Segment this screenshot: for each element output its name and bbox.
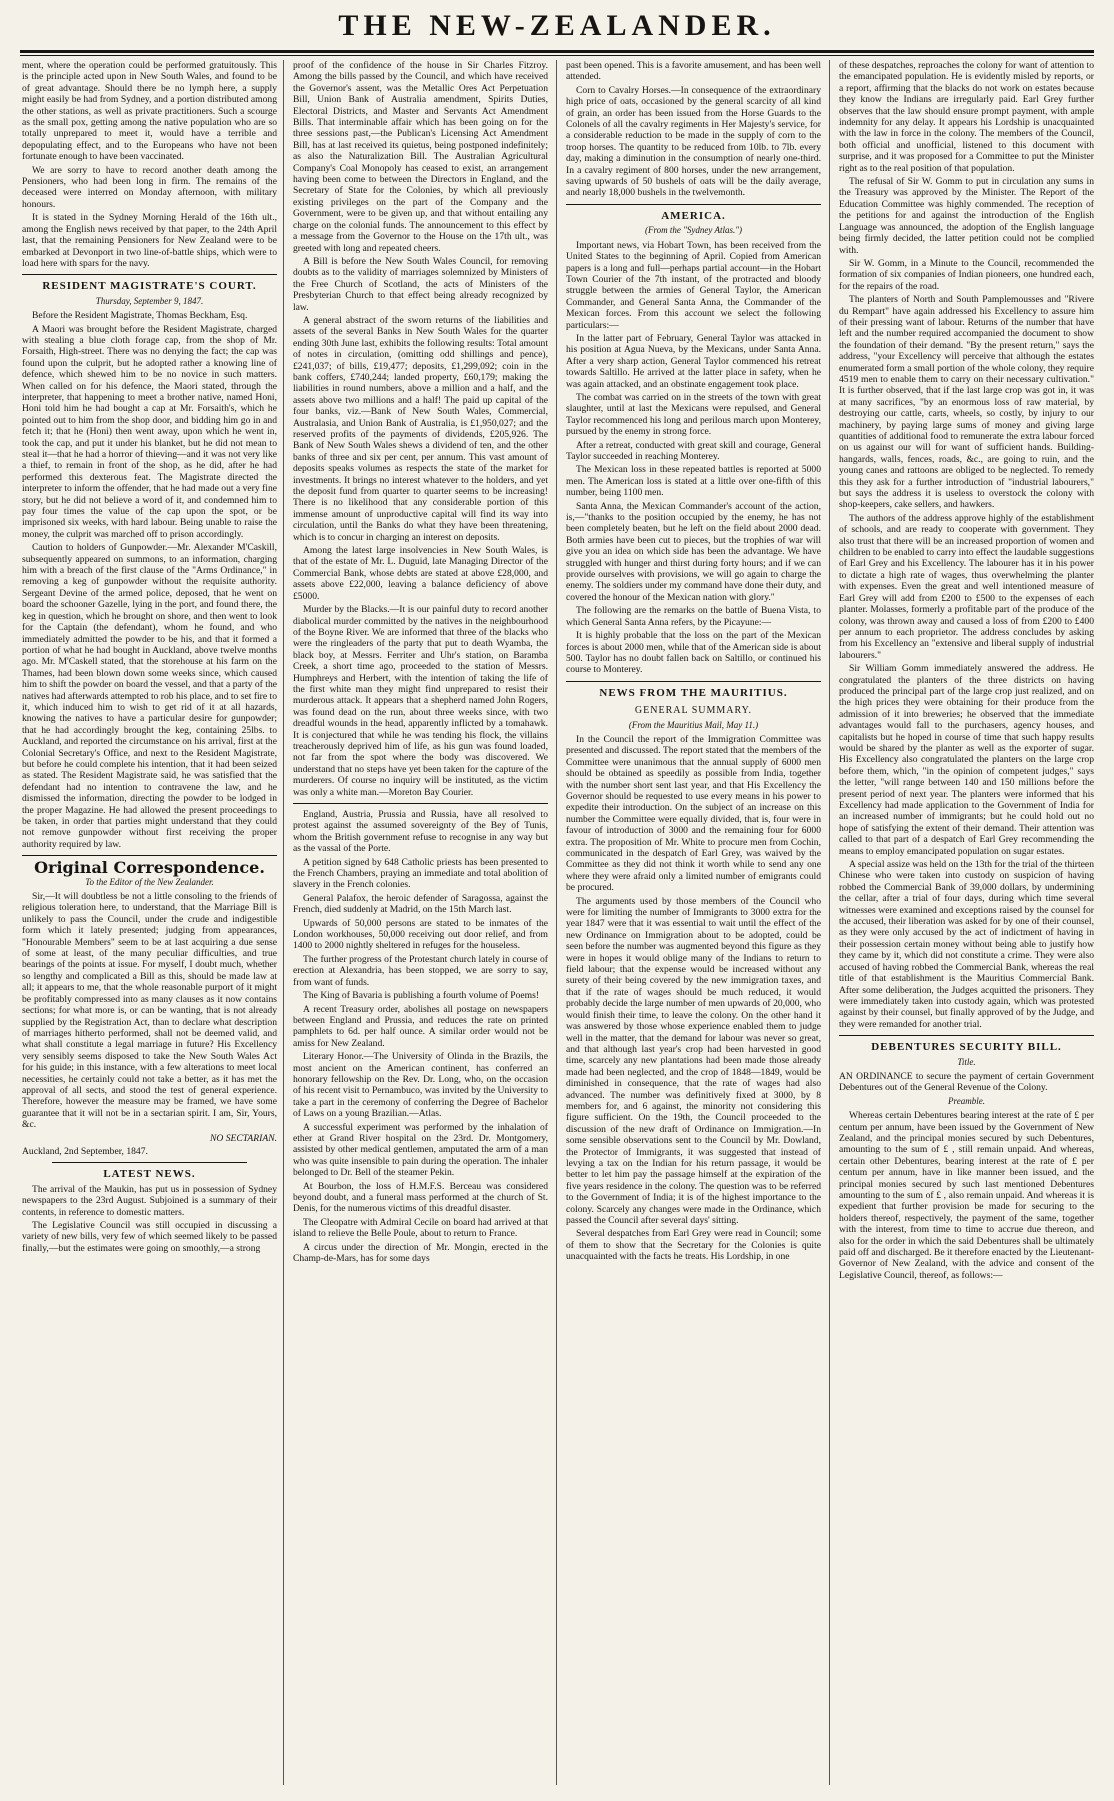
section-heading: RESIDENT MAGISTRATE'S COURT.	[42, 280, 257, 293]
paragraph: The following are the remarks on the battle of Buena Vista, to which General Santa Anna refers, by the Picayune:—	[566, 605, 821, 628]
section-heading: Original Correspondence.	[34, 858, 265, 878]
letter-signature: NO SECTARIAN.	[210, 1132, 277, 1144]
paragraph: A special assize was held on the 13th for the trial of the thirteen Chinese who were taken into custody on suspicion of having robbed the Commercial Bank of 39,000 dollars, by undermining the cellar, after a trial of four days, during which time several witnesses were examined and exceptions raised by the counsel for the accused, their liberation was asked for by one of their counsel, as they were only accused by the act of indictment of having in their possession certain money without being able to justify how they came by it, which did not constitute a crime. They were also accused of having robbed the Commercial Bank, whereas the real title of that establishment is the Mauritius Commercial Bank. After some deliberation, the Judges acquitted the prisoners. They were immediately taken into custody again, which was protested against by their counsel, but finally approved of by the Judge, and they were remanded for another trial.	[839, 859, 1094, 1030]
paragraph: A Bill is before the New South Wales Council, for removing doubts as to the validity of marriages solemnized by Ministers of the Free Church of Scotland, the acts of Ministers of the Presbyterian Church to that effect being already recognized by law.	[293, 255, 548, 313]
paragraph: The combat was carried on in the streets of the town with great slaughter, until at last the Mexicans were repulsed, and General Taylor recommenced his long and perilous march upon Monterey, pursued by the enemy in strong force.	[566, 391, 821, 438]
paragraph: past been opened. This is a favorite amusement, and has been well attended.	[566, 60, 821, 83]
paragraph: Before the Resident Magistrate, Thomas Beckham, Esq.	[32, 310, 248, 322]
section-heading: NEWS FROM THE MAURITIUS.	[599, 686, 788, 699]
paragraph: The authors of the address approve highly of the establishment of schools, and are ready to cooperate with government. They also trust that there will be an increased proportion of women and children to be enabled to carry into effect the laudable suggestions of Earl Grey and his Excellency. The labourer has it in his power to dictate a high rate of wages, thus overwhelming the planter with expenses. Even the great and well intentioned measure of Earl Grey will add from £200 to £500 to the expenses of each planter. Molasses, formerly a profitable part of the produce of the colony, was thrown away and caused a loss of from £200 to £400 per annum to each proprietor. The address concludes by asking from his Excellency an "extensive and liberal supply of industrial labourers."	[839, 512, 1094, 661]
paragraph: General Palafox, the heroic defender of Saragossa, against the French, died suddenly at Madrid, on the 15th March last.	[293, 892, 548, 916]
section-rule	[22, 855, 277, 856]
column-1	[22, 60, 277, 1790]
paragraph: A Maori was brought before the Resident Magistrate, charged with stealing a blue cloth forage cap, from the shop of Mr. Forsaith, High-street. There was no denying the fact; the cap was found upon the culprit, but he adopted rather a knowing line of defence, which shewed him to be no novice in such matters. When called on for his defence, the Maori stated, through the interpreter, that happening to meet a brother native, named Honi, Honi told him he had bought a cap at Mr. Forsaith's, which he pointed out to him from the shop door, and bidding him go in and fetch it; that he (Honi) then went away, upon which he went in, took the cap, and put it under his blanket, but he did not mean to steal it—that he had a horror of thieving—and it was not very like a thief, to remain in front of the shop, as he did, after he had performed this dexterous feat. The Magistrate directed the interpreter to inform the offender, that he had made out a very fine story, but he did not believe a word of it, and condemned him to pay four times the value of the cap upon the spot, or be imprisoned six weeks, with hard labour. Being unable to raise the money, the culprit was marched off to prison accordingly.	[22, 323, 277, 540]
paragraph: The refusal of Sir W. Gomm to put in circulation any sums in the Treasury was approved by the Minister. The Report of the Education Committee was highly commended. The reception of the petitions for and against the introduction of the English Language was announced, the adoption of the English language being firmly decided, the latter petition could not be complied with.	[839, 176, 1094, 256]
section-rule	[839, 1035, 1094, 1036]
paragraph: A recent Treasury order, abolishes all postage on newspapers between England and Prussia, and reduces the rate on printed pamphlets to 6d. per half ounce. A similar order would not be amiss for New Zealand.	[293, 1003, 548, 1049]
section-heading: LATEST NEWS.	[103, 1168, 196, 1181]
paragraph: It is highly probable that the loss on the part of the Mexican forces is about 2000 men, while that of the American side is about 500. Taylor has no doubt fallen back on Saltillo, or continued his course to Monterey.	[566, 630, 821, 676]
paragraph: Important news, via Hobart Town, has been received from the United States to the beginning of April. Copied from American papers is a long and full—perhaps partial account—in the Hobart Town Courier of the 7th instant, of the protracted and bloody struggle between the armies of General Taylor, the American Commander, and General Santa Anna, the Commander of the Mexican forces. From this account we select the following particulars:—	[566, 239, 821, 331]
paragraph: proof of the confidence of the house in Sir Charles Fitzroy. Among the bills passed by the Council, and which have received the Governor's assent, was the Metallic Ores Act Perpetuation Bill, Union Bank of Australia amendment, Spirits Duties, Electoral Districts, and Master and Servants Act Amendment Bills. That interminable affair which has been going on for the three sessions past,—the Publican's Licensing Act Amendment Bill, has at last received its quietus, being postponed indefinitely; as also the Naturalization Bill. The Australian Agricultural Company's Coal Monopoly has ceased to exist, an arrangement having been come to between the Directors in England, and the Secretary of State for the Colonies, by which all previously existing privileges on the part of the Company and the Government, were to be given up, and that without entailing any charge on the colonial funds. The announcement to this effect by a message from the Governor to the House on the 17th ult., was greeted with long and repeated cheers.	[293, 60, 548, 254]
section-source: (From the Mauritius Mail, May 11.)	[628, 719, 759, 730]
column-divider	[556, 60, 557, 1785]
section-rule	[52, 1162, 247, 1163]
masthead	[20, 6, 1094, 50]
section-rule	[566, 681, 821, 682]
column-divider	[283, 60, 284, 1785]
paragraph: Among the latest large insolvencies in New South Wales, is that of the estate of Mr. L. Duguid, late Managing Director of the Commercial Bank, whose debts are stated at above £28,000, and assets above £22,000, leaving a balance deficiency of above £5000.	[293, 545, 548, 602]
paragraph: Sir W. Gomm, in a Minute to the Council, recommended the formation of six companies of Indian pioneers, one hundred each, for the repairs of the road.	[839, 257, 1094, 292]
paragraph: Upwards of 50,000 persons are stated to be inmates of the London workhouses, 50,000 receiving out door relief, and from 1400 to 2000 nightly sheltered in refuges for the houseless.	[293, 917, 548, 952]
paragraph: A general abstract of the sworn returns of the liabilities and assets of the several Banks in New South Wales for the quarter ending 30th June last, exhibits the following results: Total amount of notes in circulation, (omitting odd shillings and pence), £241,037; of bills, £19,477; deposits, £1,299,092; coin in the bank coffers, £740,244; landed property, £60,179; making the liabilities in round numbers, above a million and a half, and the assets above two millions and a half! The paid up capital of the four banks, viz.—Bank of New South Wales, Commercial, Australasia, and Union Bank of Australia, is £1,950,027; and the reserved profits of the payments of dividends, £205,926. The Bank of New South Wales shews a dividend of ten, and the other banks of three and six per cent, per annum. This vast amount of deposits speaks volumes as respects the state of the market for investments. It brings no interest whatever to the holders, and yet the deposit fund from quarter to quarter seems to be increasing! There is no likelihood that any considerable portion of this immense amount of unproductive capital will find its way into circulation, until the Banks do what they have been threatening, which is to concur in charging an interest on deposits.	[293, 314, 548, 543]
paragraph: In the Council the report of the Immigration Committee was presented and discussed. The report stated that the members of the Committee were unanimous that the annual supply of 6000 men should be obtained as speedily as possible from India, together with the number short sent last year, and that His Excellency the Governor should be requested to use every means in his power to expedite their introduction. On the subject of an increase on this number the Committee were equally divided, that is, four were in favour of introduction of 3000 and the remaining four for 6000 extra. The proposition of Mr. White to procure men from Cochin, communicated in the despatch of Earl Grey, was waived by the Committee as they did not think it worth while to send any one where they were afraid only a limited number of emigrants could be procured.	[566, 733, 821, 894]
section-subheading: Title.	[957, 1056, 976, 1067]
column-2	[293, 60, 548, 1790]
paragraph: Sir William Gomm immediately answered the address. He congratulated the planters of the three districts on having produced the principal part of the large crop just realized, and on the high prices they were obtaining for their produce from the admission of it into breweries; he observed that the immediate advantages would fall to the purchasers, agency houses, and capitalists but he hoped in course of time that such happy results would be shared by the planter as well as the exporter of sugar. His Excellency also congratulated the planters on the large crop before them, which, "in the opinion of competent judges," says the letter, "will range between 140 and 150 millions before the present period of next year. The planters were informed that his Excellency had made application to the Government of India for an increased number of immigrants; but he could hold out no hope of satisfying the extent of their demand. Their attention was called to that part of a despatch of Earl Grey recommending the means to employ emancipated population on sugar estates.	[839, 663, 1094, 857]
column-4	[839, 60, 1094, 1790]
letter-dateline: Auckland, 2nd September, 1847.	[22, 1145, 148, 1157]
section-dateline: Thursday, September 9, 1847.	[95, 295, 204, 306]
paragraph: The Legislative Council was still occupied in discussing a variety of new bills, very few of which seemed likely to be passed finally,—but the estimates were going on smoothly,—a strong	[22, 1220, 277, 1254]
paragraph: The King of Bavaria is publishing a fourth volume of Poems!	[303, 990, 540, 1002]
paragraph: After a retreat, conducted with great skill and courage, General Taylor succeeded in reaching Monterey.	[566, 439, 821, 462]
section-rule	[293, 803, 548, 804]
paragraph: England, Austria, Prussia and Russia, have all resolved to protest against the assumed sovereignty of the Bey of Tunis, whom the British government refuse to recognise in any way but as the vassal of the Porte.	[293, 809, 548, 855]
section-subheading: GENERAL SUMMARY.	[634, 705, 753, 717]
masthead-rule-thin	[20, 55, 1094, 56]
paragraph: Literary Honor.—The University of Olinda in the Brazils, the most ancient on the American continent, has conferred an honorary fellowship on the Rev. Dr. Long, who, on the occasion of his recent visit to Pernambuco, was invited by the University to take a part in the ceremony of conferring the Degree of Bachelor of Laws on a young Brazilian.—Atlas.	[293, 1051, 548, 1120]
paragraph: A successful experiment was performed by the inhalation of ether at Grand River hospital on the 23rd. Dr. Montgomery, assisted by other medical gentlemen, amputated the arm of a man who was quite insensible to pain during the operation. The inhaler belonged to Dr. Bell of the steamer Pekin.	[293, 1121, 548, 1179]
paragraph: Santa Anna, the Mexican Commander's account of the action, is,—"thanks to the position occupied by the enemy, he has not been completely beaten, but he left on the field about 2000 dead. Both armies have been cut to pieces, but the trophies of war will give you an idea on which side has been the advantage. We have struggled with hunger and thirst during forty hours; and if we can provide ourselves with provisions, we will go again to charge the enemy. The soldiers under my command have done their duty, and covered the honour of the Mexican nation with glory."	[566, 500, 821, 603]
column-3	[566, 60, 821, 1790]
section-source: (From the "Sydney Atlas.")	[644, 225, 743, 236]
paragraph: Several despatches from Earl Grey were read in Council; some of them to show that the Secretary for the Colonies is quite unacquainted with the facts he treats. His Lordship, in one	[566, 1228, 821, 1263]
masthead-rule	[20, 50, 1094, 53]
paragraph: AN ORDINANCE to secure the payment of certain Government Debentures out of the General Revenue of the Colony.	[839, 1070, 1094, 1094]
paragraph: Murder by the Blacks.—It is our painful duty to record another diabolical murder committed by the natives in the neighbourhood of the Boyne River. We are informed that three of the blacks who were the ringleaders of the party that put to death Wyamba, the black boy, at Messrs. Ferriter and Uhr's station, on Baramba Creek, a short time ago, proceeded to the station of Messrs. Humphreys and Herbert, with the intention of taking the life of the first white man they might find unprepared to resist their murderous attack. It appears that a shepherd named John Rogers, was found dead on the run, about three weeks since, with two dreadful wounds in the head, apparently inflicted by a tomahawk. It is conjectured that while he was tending his flock, the villains treacherously deprived him of life, as his gun was found loaded, not far from the spot where the body was discovered. We understand that no steps have yet been taken for the capture of the murderers. Of course no inquiry will be instituted, as the victim was only a white man.—Moreton Bay Courier.	[293, 604, 548, 798]
paragraph: In the latter part of February, General Taylor was attacked in his position at Agua Nueva, by the Mexicans, under Santa Anna. After a very sharp action, General Taylor commenced his retreat towards Saltillo. He arrived at the latter place in safety, when he was again attacked, and an obstinate engagement took place.	[566, 332, 821, 390]
paragraph: The Mexican loss in these repeated battles is reported at 5000 men. The American loss is stated at a little over one-fifth of this number, being 1100 men.	[566, 464, 821, 499]
paragraph: The Cleopatre with Admiral Cecile on board had arrived at that island to relieve the Belle Poule, about to return to France.	[293, 1216, 548, 1240]
paragraph: At Bourbon, the loss of H.M.F.S. Berceau was considered beyond doubt, and a funeral mass performed at the church of St. Denis, for the numerous victims of this dreadful disaster.	[293, 1180, 548, 1215]
paragraph: The arguments used by those members of the Council who were for limiting the number of Immigrants to 3000 extra for the year 1847 were that it was essential to wait until the effect of the new Ordinance on Immigration about to be adopted, could be seen before the number was augmented beyond this figure as they were in hopes it would oblige many of the Indians to return to field labour; that the expense would be increased without any surety of their being covered by the new immigration taxes, and that if the rate of wages should be much reduced, it would probably decide the large number of men upwards of 20,000, who would finish their time, to leave the colony. On the other hand it was answered by those whose experience enabled them to judge well in the matter, that the demand for labour was never so great, and that although last year's crop had been harvested in good time, scarcely any new plantations had been made those already made had been neglected, and the crop of 1848—1849, would be diminished in consequence, that the rate of wages had also advanced. The number was definitively fixed at 3000, by 8 members for, and 6 against, the minority not considering this figure sufficient. On the 19th, the Council proceeded to the discussion of the new draft of Ordinance on Immigration.—In some sensible observations sent to the Council by Mr. Dowland, the Protector of Immigrants, it was suggested that instead of levying a tax on the Indian for his return passage, it would be better to let him pay the passage himself at the expiration of the five years residence in the colony. The question was to be referred to the Government of India; it is of the highest importance to the colony. Scarcely any changes were made in the Ordinance, which passed the Council after several days' sitting.	[566, 895, 821, 1226]
paragraph: We are sorry to have to record another death among the Pensioners, who had been long in firm. The remains of the deceased were interred on Monday afternoon, with military honours.	[22, 164, 277, 210]
newspaper-title: THE NEW-ZEALANDER.	[338, 9, 776, 42]
paragraph: It is stated in the Sydney Morning Herald of the 16th ult., among the English news received by that paper, to the 24th April last, that the remaining Pensioners for New Zealand were to be embarked at Devonport in two line-of-battle ships, which were to load here with spars for the navy.	[22, 212, 277, 269]
section-rule	[22, 274, 277, 275]
paragraph: Caution to holders of Gunpowder.—Mr. Alexander M'Caskill, subsequently appeared on summons, to an information, charging him with a breach of the first clause of the "Arms Ordinance," in removing a keg of gunpowder without the requisite authority. Sergeant Devine of the armed police, deposed, that he went on board the schooner Gazelle, lying in the port, and found there, the keg in question, which he brought on shore, and then went to look for the Captain (the defendant), whom he found, and who immediately admitted the powder to be his, and that it formed a portion of what he had bought in Auckland, above twelve months ago. Mr. M'Caskell stated, that the storehouse at his farm on the Thames, had been blown down some weeks since, which caused him to shift the powder on board the vessel, and that a party of the natives had afterwards attempted to rob his place, and to set fire to it, which induced him to wish to get rid of it at all hazards, knowing the natives to have a particular desire for gunpowder; that he had accordingly brought the keg, containing 25lbs. to Auckland, and reported the circumstance on his arrival, first at the Colonial Secretary's Office, and next to the Resident Magistrate, but before he could complete his intention, that it had been seized as stated. The Resident Magistrate said, he was satisfied that the defendant had no intention to contravene the law, and he dismissed the information, directing the powder to be lodged in the proper Magazine. He had allowed the present proceedings to be taken, in order that parties might understand that they could not remove gunpowder without first receiving the proper authority required by law.	[22, 542, 277, 850]
paragraph: A petition signed by 648 Catholic priests has been presented to the French Chambers, praying an immediate and total abolition of slavery in the French colonies.	[293, 856, 548, 891]
paragraph: The arrival of the Maukin, has put us in possession of Sydney newspapers to the 23rd August. Subjoined is a summary of their contents, in reference to domestic matters.	[22, 1183, 277, 1218]
paragraph: Sir,—It will doubtless be not a little consoling to the friends of religious toleration here, to understand, that the Marriage Bill is unlikely to pass the Council, under the crude and indigestible form which it lately presented; judging from appearances, "Honourable Members" seem to be at last acquiring a due sense of some at least, of the many peculiar difficulties, and true bearings of the points at issue. For myself, I doubt much, whether so lengthy and complicated a Bill as this, should be made law at all; it appears to me, that the whole reasonable purport of it might be profitably compressed into as many clauses as it now contains sections; for what more is, or can be wanting, that is not already supplied by the Registration Act, than to declare what description of marriages hitherto performed, shall not be deemed valid, and what shall constitute a legal marriage in future? His Excellency very sensibly seems disposed to take the New South Wales Act for his guide; in this instance, with a few alterations to meet local necessities, he certainly could not take a better, as it has met the approval of all sects, and stood the test of general experience. Therefore, however the measure may be framed, we have some guarantee that it will not be in a sectarian spirit. I am, Sir, Yours, &c.	[22, 891, 277, 1131]
paragraph: of these despatches, reproaches the colony for want of attention to the emancipated population. He is evidently misled by reports, or a report, affirming that the blacks do not work on estates because they know the Indians are irregularly paid. Earl Grey further observes that the law should ensure prompt payment, with ample indemnity for any delay. It appears his Lordship is unacquainted with the law in force in the colony. The members of the Council, both official and unofficial, listened to this document with surprise, and it was proposed for a Committee to put the Minister right as to the real position of that population.	[839, 60, 1094, 174]
paragraph: ment, where the operation could be performed gratuitously. This is the principle acted upon in New South Wales, and found to be of great advantage. Should there be no lymph here, a supply might easily be had from Sydney, and a portion distributed among the other stations, as well as private practitioners. Such a scourge as the small pox, getting among the native population who are so totally unprepared to meet it, would have a terrible and depopulating effect, and to the Europeans who have not been fortunate enough to have been vaccinated.	[22, 60, 277, 163]
paragraph: The planters of North and South Pamplemousses and "Rivere du Rempart" have again addressed his Excellency to assure him of their pressing want of labour. Returns of the number that have left and the number required accompanied the document to show the foundation of their demand. "By the present return," says the address, "your Excellency will perceive that although the estates enumerated form a small portion of the whole colony, they require 4519 men to enable them to carry on their necessary cultivation." It is further observed, that if the last large crop was got in, it was at many sacrifices, "by an enormous loss of raw material, by destroying our cattle, carts, wheels, so costly, by injury to our machinery, by paying large sums of money and giving large quantities of additional food to remunerate the extra labour forced on us against our will for want of sufficient hands. Building-hangards, walls, fences, roads, &c., are going to ruin, and the young canes and rattoons are obliged to be neglected. To remedy this they ask for a further introduction of "industrial labourers," but says the address it is useless to overstock the colony with shop-keepers, cake sellers, and hawkers.	[839, 294, 1094, 511]
section-subheading: Preamble.	[948, 1095, 985, 1106]
paragraph: A circus under the direction of Mr. Mongin, erected in the Champ-de-Mars, has for some days	[293, 1241, 548, 1265]
section-rule	[566, 204, 821, 205]
section-heading: DEBENTURES SECURITY BILL.	[871, 1041, 1062, 1054]
section-heading: AMERICA.	[661, 209, 726, 222]
paragraph: The further progress of the Protestant church lately in course of erection at Alexandria, has been stopped, we are sorry to say, from want of funds.	[293, 953, 548, 988]
paragraph: Whereas certain Debentures bearing interest at the rate of £ per centum per annum, have been issued by the Government of New Zealand, and the principal monies secured by such Debentures, amounting to the sum of £ , still remain unpaid. And whereas, certain other Debentures, bearing interest at the rate of £ per centum per annum, have in like manner been issued, and the principal monies secured by such last mentioned Debentures amounting to the sum of £ , also remain unpaid. And whereas it is expedient that further provision be made for securing to the holders thereof, respectively, the payment of the same, together with the interest, from time to time to accrue due thereon, and also for the order in which the said Debentures shall be ultimately paid off and discharged. Be it therefore enacted by the Lieutenant-Governor of New Zealand, with the advice and consent of the Legislative Council, thereof, as follows:—	[839, 1110, 1094, 1281]
column-divider	[829, 60, 830, 1785]
section-subheading: To the Editor of the New Zealander.	[85, 876, 214, 887]
paragraph: Corn to Cavalry Horses.—In consequence of the extraordinary high price of oats, occasioned by the general scarcity of all kind of grain, an order has been issued from the Horse Guards to the Colonels of all the cavalry regiments in Her Majesty's service, for a considerable reduction to be made in the supply of corn to the troop horses. The quantity to be reduced from 10lb. to 7lb. every day, making a diminution in the consumption of nearly one-third. In a cavalry regiment of 800 horses, under the new arrangement, saving upwards of 50 bushels of oats will be the daily average, and nearly 18,000 bushels in the twelvemonth.	[566, 84, 821, 199]
